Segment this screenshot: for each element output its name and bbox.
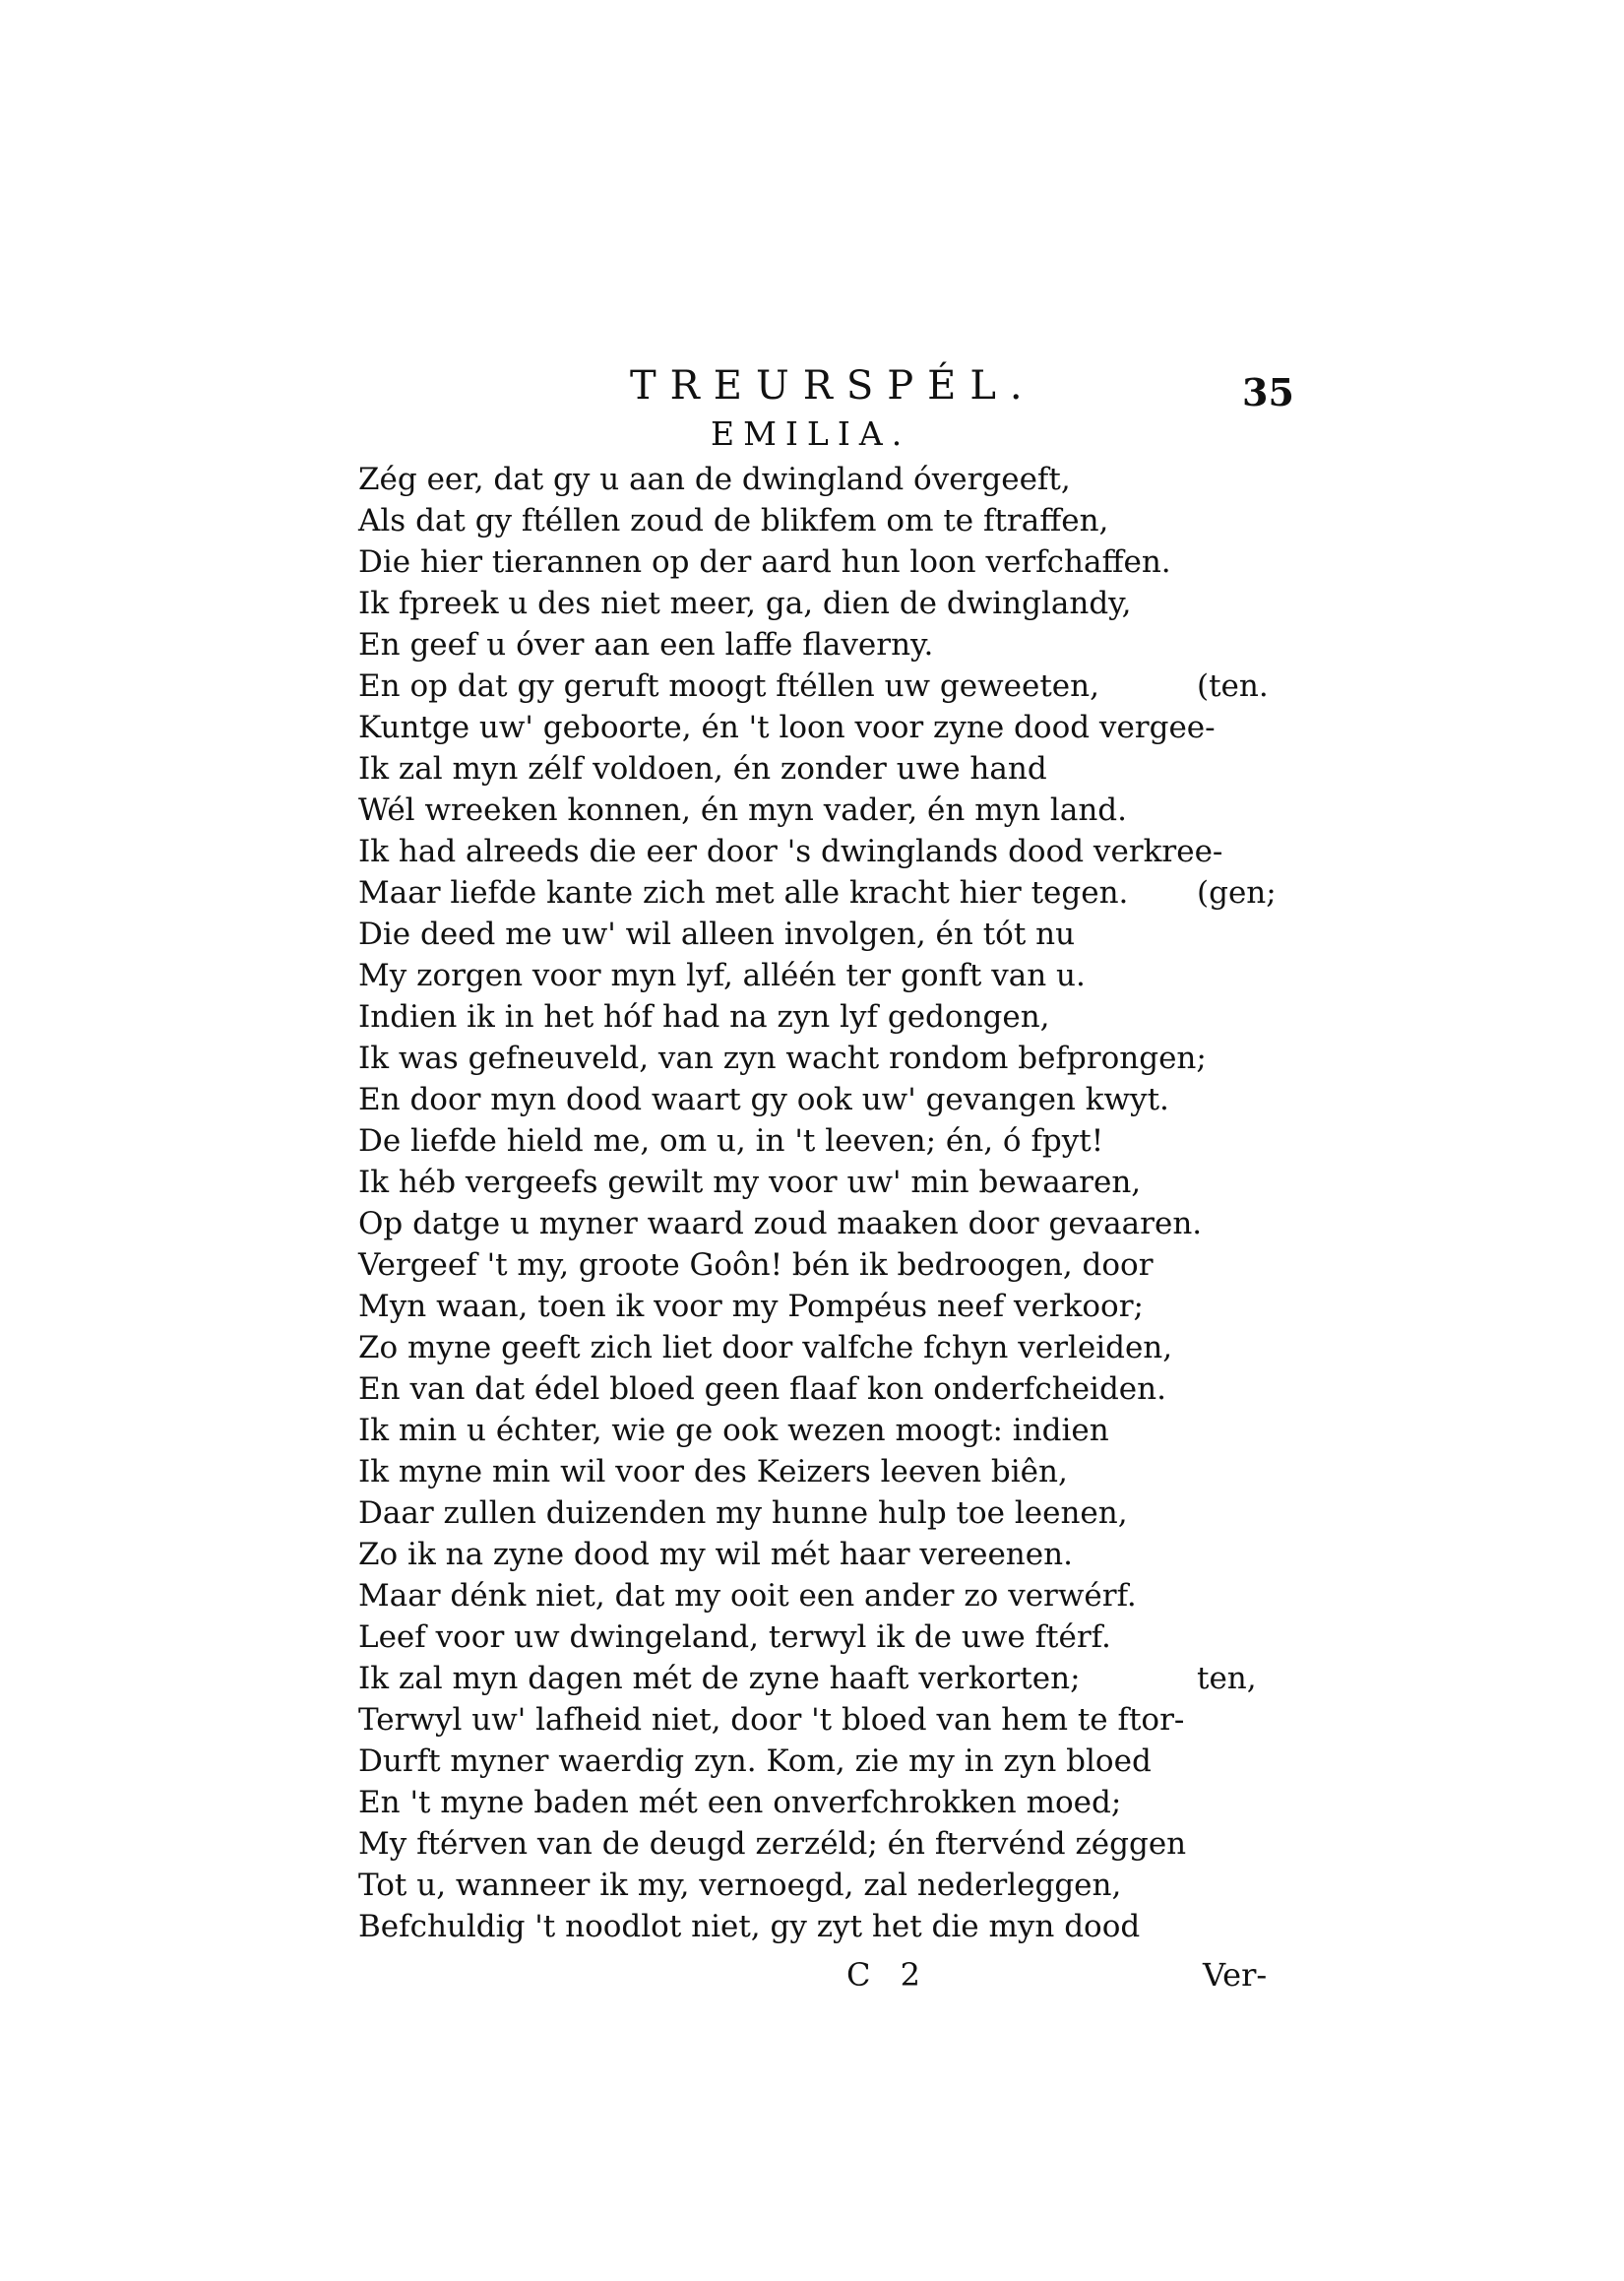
verse-line: Zo myne geeft zich liet door valfche fchyn verleiden, [358, 1330, 1173, 1365]
verse-line: Daar zullen duizenden my hunne hulp toe leenen, [358, 1495, 1128, 1531]
turnover-fragment: (ten. [1197, 668, 1269, 704]
verse-line: Maar liefde kante zich met alle kracht hier tegen. [358, 875, 1129, 911]
turnover-fragment: ten, [1197, 1661, 1257, 1696]
verse-line: En van dat édel bloed geen flaaf kon onderfcheiden. [358, 1371, 1166, 1407]
verse-line: Ik zal myn dagen mét de zyne haaft verkorten; [358, 1661, 1081, 1696]
verse-line: Vergeef 't my, groote Goôn! bén ik bedroogen, door [358, 1247, 1154, 1283]
verse-line: Ik had alreeds die eer door 's dwinglands dood verkree- [358, 834, 1223, 869]
catchword: Ver- [1203, 1956, 1268, 1994]
verse-line: Befchuldig 't noodlot niet, gy zyt het die myn dood [358, 1909, 1141, 1944]
verse-line: Zo ik na zyne dood my wil mét haar vereenen. [358, 1537, 1073, 1572]
verse-line: Terwyl uw' lafheid niet, door 't bloed van hem te ftor- [358, 1702, 1185, 1738]
verse-line: Op datge u myner waard zoud maaken door gevaaren. [358, 1206, 1203, 1241]
verse-line: Zég eer, dat gy u aan de dwingland óvergeeft, [358, 462, 1071, 497]
verse-line: En 't myne baden mét een onverfchrokken moed; [358, 1785, 1122, 1820]
turnover-fragment: (gen; [1197, 875, 1277, 911]
verse-line: Durft myner waerdig zyn. Kom, zie my in zyn bloed [358, 1743, 1152, 1779]
verse-line: Wél wreeken konnen, én myn vader, én myn land. [358, 792, 1127, 828]
verse-line: Ik héb vergeefs gewilt my voor uw' min bewaaren, [358, 1165, 1142, 1200]
verse-line: Die deed me uw' wil alleen involgen, én tót nu [358, 917, 1076, 952]
running-title: TREURSPÉL. [630, 363, 1036, 409]
signature-mark: C 2 [846, 1956, 931, 1994]
page-number: 35 [1242, 370, 1294, 414]
verse-line: Ik min u échter, wie ge ook wezen moogt: indien [358, 1413, 1109, 1448]
verse-line: Kuntge uw' geboorte, én 't loon voor zyne dood vergee- [358, 710, 1216, 745]
verse-line: Myn waan, toen ik voor my Pompéus neef verkoor; [358, 1289, 1144, 1324]
verse-line: En door myn dood waart gy ook uw' gevangen kwyt. [358, 1082, 1169, 1117]
verse-line: Die hier tierannen op der aard hun loon verfchaffen. [358, 544, 1171, 580]
verse-line: My ftérven van de deugd zerzéld; én ftervénd zéggen [358, 1826, 1187, 1862]
verse-line: Ik myne min wil voor des Keizers leeven biên, [358, 1454, 1068, 1489]
verse-line: Indien ik in het hóf had na zyn lyf gedongen, [358, 999, 1050, 1035]
verse-line: De liefde hield me, om u, in 't leeven; én, ó fpyt! [358, 1123, 1104, 1159]
verse-line: Leef voor uw dwingeland, terwyl ik de uwe ftérf. [358, 1619, 1111, 1655]
verse-line: Maar dénk niet, dat my ooit een ander zo verwérf. [358, 1578, 1137, 1614]
verse-line: Ik fpreek u des niet meer, ga, dien de dwinglandy, [358, 586, 1132, 621]
verse-line: Ik zal myn zélf voldoen, én zonder uwe hand [358, 751, 1047, 787]
verse-line: My zorgen voor myn lyf, alléén ter gonft van u. [358, 958, 1086, 993]
verse-line: Als dat gy ftéllen zoud de blikfem om te ftraffen, [358, 503, 1109, 539]
verse-line: En op dat gy geruft moogt ftéllen uw geweeten, [358, 668, 1099, 704]
verse-line: Ik was gefneuveld, van zyn wacht rondom befprongen; [358, 1041, 1207, 1076]
verse-line: Tot u, wanneer ik my, vernoegd, zal nederleggen, [358, 1868, 1122, 1903]
speaker-name: EMILIA. [711, 414, 911, 453]
verse-line: En geef u óver aan een laffe flaverny. [358, 627, 934, 663]
